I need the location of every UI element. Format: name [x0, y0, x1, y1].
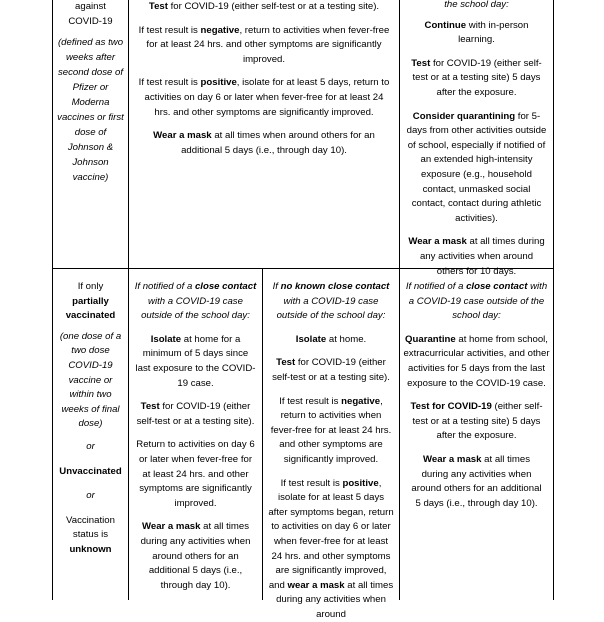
- row2-status-or-1: or: [86, 440, 95, 452]
- row1-action-cell: [129, 0, 399, 158]
- row2-close-contact-header: If notified of a close contact with a COVID-19 case outside of the school day:: [134, 281, 257, 322]
- row1-test-instruction-4: Test for COVID-19 (either self-test or at a testing site) 5 days after the exposure.: [411, 57, 542, 98]
- row2-quarantine-instruction: Quarantine at home from school, extracurricular activities, and other activities for 5 days from the last exposure to the COVID-19 case.: [403, 333, 550, 389]
- row2-positive-instruction: If test result is positive, isolate for at least 5 days after symptoms began, return to activities on day 6 or later when fever-free for at least 24 hrs. and other symptoms are significantly improved, and wear a mask at all times during any activities when around: [268, 477, 394, 620]
- row1-mask-instruction-4: Wear a mask at all times during any activities when around others for 10 days.: [408, 236, 545, 277]
- row2-status-unknown: unknown: [69, 543, 112, 555]
- row1-test-instruction: Test for COVID-19 (either self-test or at a testing site).: [148, 1, 380, 12]
- row2-isolate-instruction: Isolate at home for a minimum of 5 days since last exposure to the COVID-19 case.: [135, 333, 256, 389]
- row2-status-cell: [53, 280, 128, 558]
- row2-return-instruction: Return to activities on day 6 or later when fever-free for at least 24 hrs. and other symptoms are significantly improved.: [136, 439, 255, 509]
- row2-test-instruction-3: Test for COVID-19 (either self-test or at a testing site).: [272, 357, 390, 383]
- row1-continue-instruction: Continue with in-person learning.: [424, 19, 529, 46]
- row1-status-definition: (defined as two weeks after second dose of Pfizer or Moderna vaccines or first dose of Johnson & Johnson vaccine): [57, 37, 124, 184]
- row1-negative-instruction: If test result is negative, return to activities when fever-free for at least 24 hrs. and other symptoms are significantly improved.: [138, 24, 390, 65]
- row2-mask-instruction-4: Wear a mask at all times during any activities when around others for an additional 5 days (i.e., through day 10).: [411, 453, 542, 509]
- row2-quarantine-header: If notified of a close contact with a COVID-19 case outside of the school day:: [405, 281, 548, 322]
- row1-mask-instruction: Wear a mask at all times when around others for an additional 5 days (i.e., through day 10).: [153, 130, 375, 156]
- row1-status-cell: [53, 0, 128, 185]
- row2-isolate-home-instruction: Isolate at home.: [295, 333, 367, 345]
- row2-status-unvaccinated: Unvaccinated: [59, 465, 122, 477]
- row2-no-contact-header: If no known close contact with a COVID-19 case outside of the school day:: [272, 281, 390, 322]
- row2-no-contact-cell: [263, 280, 399, 622]
- row2-close-contact-cell: [129, 280, 262, 593]
- row2-mask-instruction: Wear a mask at all times during any activities when around others for an additional 5 days (i.e., through day 10).: [140, 521, 251, 591]
- row2-quarantine-cell: [400, 280, 553, 511]
- row1-status-against: against: [75, 1, 106, 12]
- row2-test-instruction-4: Test for COVID-19 (either self-test or at a testing site) 5 days after the exposure.: [410, 401, 543, 442]
- row2-status-definition: (one dose of a two dose COVID-19 vaccine or within two weeks of final dose): [59, 330, 122, 430]
- row2-status-if-only: If only: [77, 281, 104, 292]
- row2-status-vaccinated: vaccinated: [65, 310, 116, 322]
- row1-positive-instruction: If test result is positive, isolate for at least 5 days, return to activities on day 6 or later when fever-free for at least 24 hrs. and other symptoms are significantly improved.: [138, 77, 390, 118]
- row2-test-instruction: Test for COVID-19 (either self-test or at a testing site).: [136, 401, 255, 427]
- row2-status-vaccination-status: Vaccination status is: [66, 514, 115, 541]
- row1-close-contact-header: the school day:: [444, 0, 509, 10]
- row1-close-contact-cell: [400, 0, 553, 279]
- row2-negative-instruction: If test result is negative, return to activities when fever-free for at least 24 hrs. and other symptoms are significantly improved.: [270, 395, 392, 465]
- row1-quarantine-instruction: Consider quarantining for 5-days from other activities outside of school, especially if notified of an extended high-intensity exposure (e.g., household contact, unmasked social contact, contact during athletic activities).: [406, 110, 547, 224]
- row1-status-covid: COVID-19: [68, 15, 113, 27]
- table-border-right: [553, 0, 554, 600]
- row2-status-partially: partially: [72, 295, 109, 307]
- row2-status-or-2: or: [86, 490, 95, 502]
